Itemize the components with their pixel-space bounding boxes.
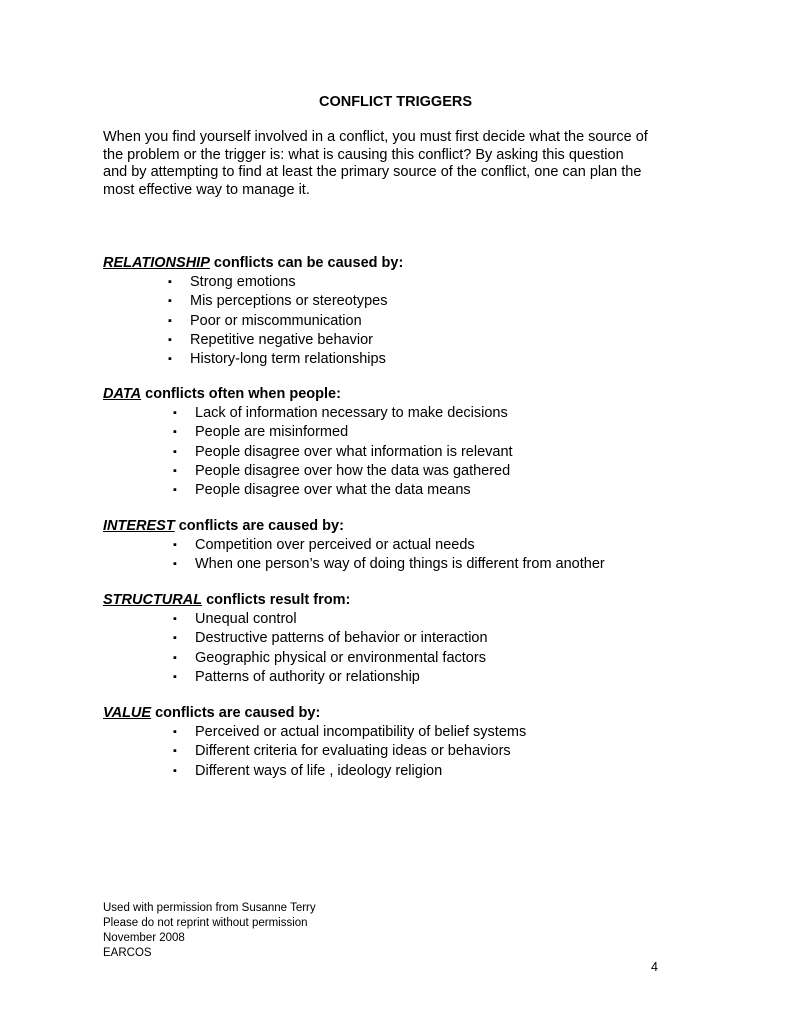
page-title: CONFLICT TRIGGERS <box>318 94 473 110</box>
list-item-text: Destructive patterns of behavior or interaction <box>195 630 488 647</box>
section-structural <box>103 591 488 687</box>
intro-paragraph <box>103 129 693 199</box>
bullet-icon: ▪ <box>168 276 172 288</box>
bullet-icon: ▪ <box>173 426 177 439</box>
list-item-text: Perceived or actual incompatibility of belief systems <box>195 724 527 740</box>
list-item <box>173 555 605 574</box>
page-number: 4 <box>651 960 658 974</box>
bullet-icon: ▪ <box>168 333 172 346</box>
bullet-icon: ▪ <box>173 651 177 664</box>
list-item <box>173 629 488 648</box>
bullet-list <box>103 404 513 500</box>
list-item-text: Geographic physical or environmental factors <box>195 649 486 666</box>
bullet-icon: ▪ <box>173 632 177 645</box>
intro-line: most effective way to manage it. <box>103 181 310 198</box>
section-heading-rest: conflicts are caused by: <box>151 705 321 721</box>
section-heading <box>103 704 526 723</box>
list-item <box>173 610 488 629</box>
bullet-icon: ▪ <box>173 745 177 758</box>
section-relationship <box>103 254 403 369</box>
section-value <box>103 704 526 781</box>
section-key: INTEREST <box>103 518 175 534</box>
list-item <box>173 536 605 555</box>
list-item-text: People disagree over how the data was gathered <box>195 462 511 479</box>
list-item-text: Lack of information necessary to make decisions <box>195 405 508 421</box>
list-item-text: Different ways of life , ideology religion <box>195 762 443 779</box>
list-item <box>168 273 403 292</box>
bullet-icon: ▪ <box>173 445 177 458</box>
bullet-list <box>103 610 488 687</box>
section-key: VALUE <box>103 705 152 721</box>
list-item <box>173 742 526 761</box>
bullet-icon: ▪ <box>173 670 177 683</box>
list-item <box>168 350 403 369</box>
section-heading <box>103 254 403 273</box>
list-item <box>173 481 513 500</box>
list-item <box>173 443 513 462</box>
section-heading-rest: conflicts result from: <box>202 592 351 608</box>
bullet-list <box>103 723 526 781</box>
list-item <box>173 649 488 668</box>
section-key: STRUCTURAL <box>103 592 203 608</box>
footer-line: Please do not reprint without permission <box>103 917 308 929</box>
bullet-icon: ▪ <box>173 764 177 777</box>
list-item-text: When one person’s way of doing things is different from another <box>195 556 605 573</box>
section-heading-rest: conflicts can be caused by: <box>209 255 404 271</box>
bullet-icon: ▪ <box>173 407 177 419</box>
footer-line: Used with permission from Susanne Terry <box>103 902 316 914</box>
list-item-text: Patterns of authority or relationship <box>195 668 420 685</box>
bullet-icon: ▪ <box>173 464 177 477</box>
list-item <box>168 312 403 331</box>
footer-notice <box>103 901 316 961</box>
list-item-text: People disagree over what information is relevant <box>195 443 513 460</box>
intro-line: When you find yourself involved in a conflict, you must first decide what the source of <box>103 129 648 145</box>
list-item <box>173 423 513 442</box>
bullet-icon: ▪ <box>173 613 177 625</box>
bullet-icon: ▪ <box>173 558 177 571</box>
bullet-icon: ▪ <box>173 726 177 738</box>
list-item-text: History-long term relationships <box>190 351 386 368</box>
bullet-icon: ▪ <box>168 295 172 308</box>
intro-line: and by attempting to find at least the primary source of the conflict, one can plan the <box>103 164 642 180</box>
list-item <box>173 762 526 781</box>
section-heading-rest: conflicts often when people: <box>141 386 341 402</box>
intro-line: the problem or the trigger is: what is causing this conflict? By asking this question <box>103 146 624 163</box>
bullet-icon: ▪ <box>173 539 177 551</box>
list-item-text: Different criteria for evaluating ideas or behaviors <box>195 743 511 760</box>
section-data <box>103 385 513 500</box>
bullet-icon: ▪ <box>168 314 172 327</box>
section-heading <box>103 385 513 404</box>
footer-line: EARCOS <box>103 947 152 959</box>
list-item-text: Strong emotions <box>190 274 296 290</box>
section-interest <box>103 517 605 575</box>
list-item-text: Repetitive negative behavior <box>190 331 373 348</box>
list-item <box>173 462 513 481</box>
list-item-text: People are misinformed <box>195 424 349 441</box>
section-heading <box>103 591 488 610</box>
list-item <box>173 404 513 423</box>
bullet-list <box>103 536 605 575</box>
list-item-text: Poor or miscommunication <box>190 312 362 329</box>
list-item-text: Unequal control <box>195 611 297 627</box>
bullet-icon: ▪ <box>168 353 172 366</box>
list-item <box>173 723 527 742</box>
bullet-icon: ▪ <box>173 484 177 497</box>
list-item-text: Competition over perceived or actual needs <box>195 537 475 553</box>
section-heading <box>103 517 605 536</box>
section-heading-rest: conflicts are caused by: <box>174 518 344 534</box>
section-key: DATA <box>103 386 142 402</box>
list-item-text: People disagree over what the data means <box>195 482 471 499</box>
list-item <box>168 331 403 350</box>
list-item <box>173 668 488 687</box>
list-item <box>168 292 403 311</box>
section-key: RELATIONSHIP <box>103 255 210 271</box>
footer-line: November 2008 <box>103 932 185 944</box>
list-item-text: Mis perceptions or stereotypes <box>190 293 388 310</box>
bullet-list <box>103 273 403 369</box>
